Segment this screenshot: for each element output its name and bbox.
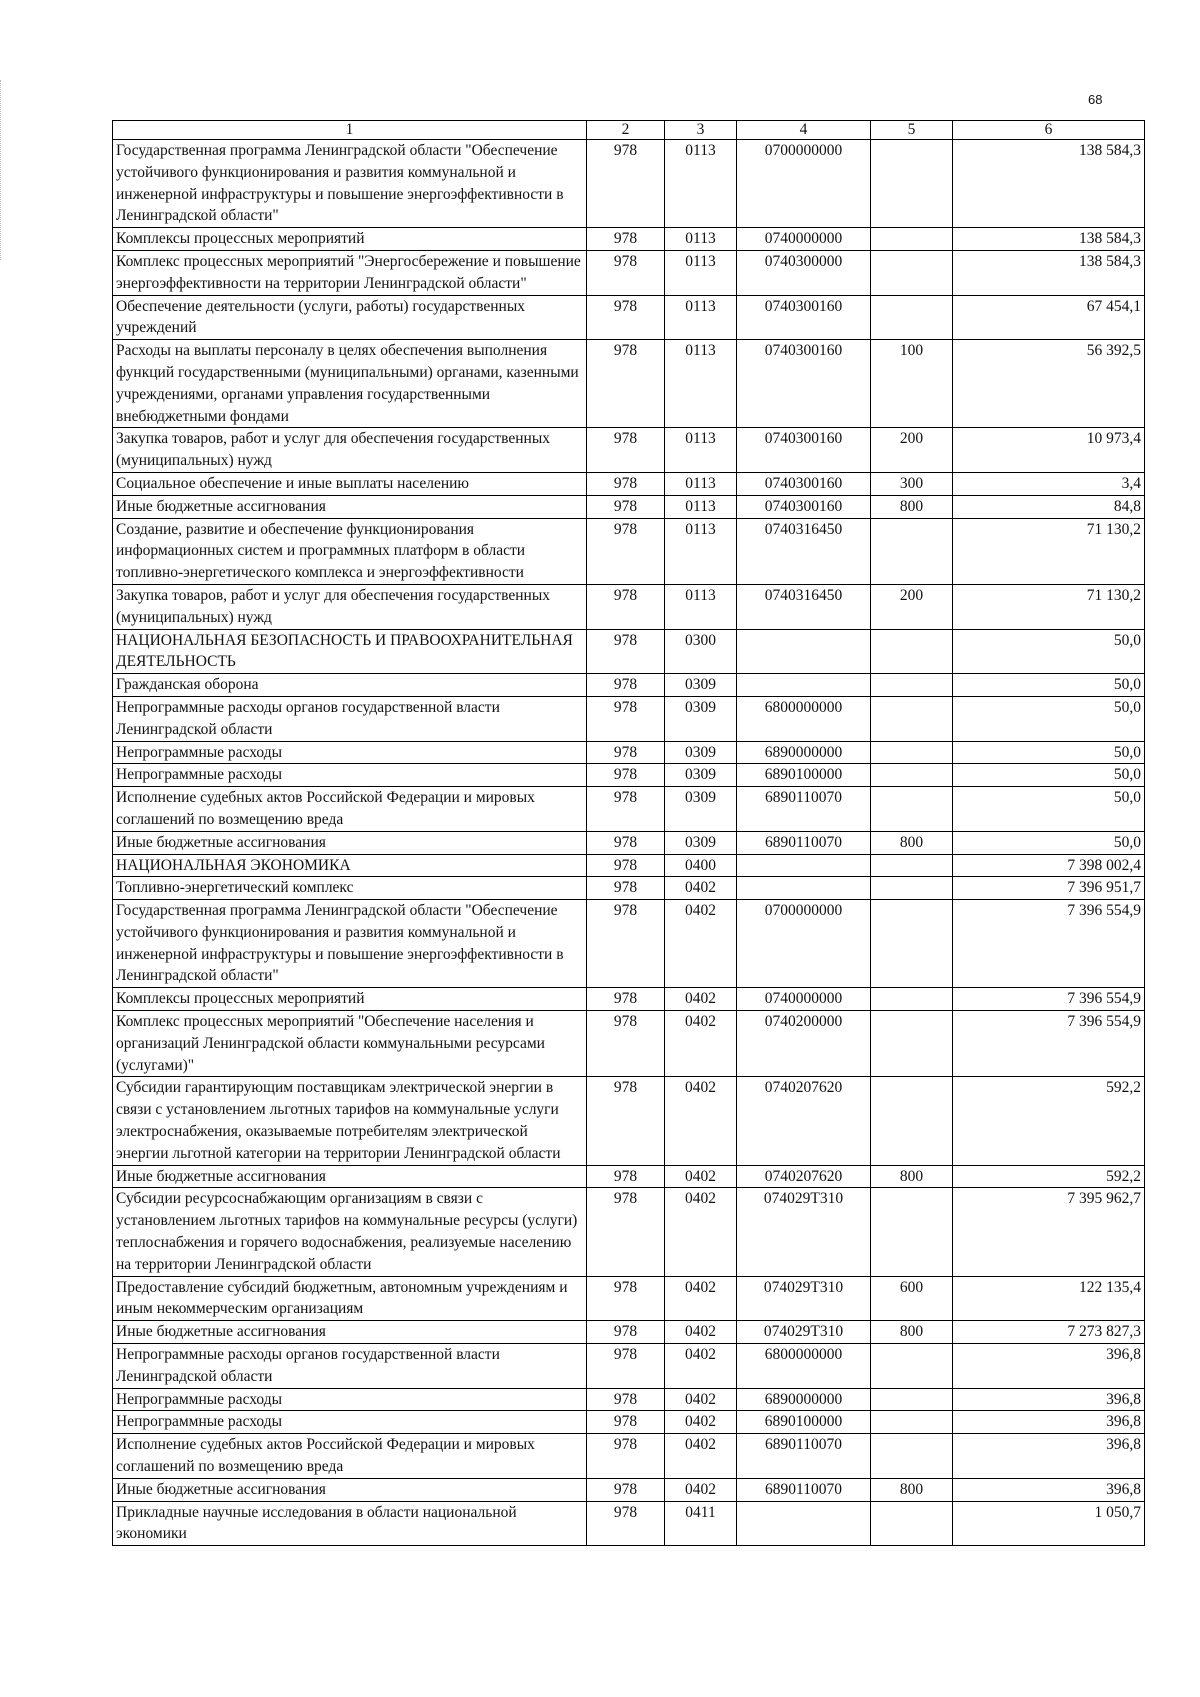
row-name: Расходы на выплаты персоналу в целях обеспечения выполнения функций государственными (муниципальными) органами, казенными учреждениями, органами управления государственными внебюджетными фондами xyxy=(113,340,587,428)
table-row xyxy=(113,831,1145,854)
column-header-6: 6 xyxy=(953,121,1145,140)
row-code-2: 978 xyxy=(587,340,665,428)
row-name: Иные бюджетные ассигнования xyxy=(113,1321,587,1344)
row-code-5 xyxy=(871,696,953,741)
row-code-4: 0700000000 xyxy=(737,900,871,988)
row-code-4: 0740300000 xyxy=(737,250,871,295)
row-code-4 xyxy=(737,674,871,697)
row-amount: 7 398 002,4 xyxy=(953,854,1145,877)
column-header-4: 4 xyxy=(737,121,871,140)
row-code-3: 0402 xyxy=(665,900,737,988)
row-amount: 396,8 xyxy=(953,1388,1145,1411)
row-code-4: 0700000000 xyxy=(737,140,871,228)
table-row xyxy=(113,228,1145,251)
row-name: Непрограммные расходы xyxy=(113,741,587,764)
budget-table xyxy=(112,120,1145,1546)
row-code-3: 0402 xyxy=(665,1411,737,1434)
row-code-2: 978 xyxy=(587,877,665,900)
row-code-2: 978 xyxy=(587,674,665,697)
row-code-5: 800 xyxy=(871,831,953,854)
column-header-2: 2 xyxy=(587,121,665,140)
row-name: Гражданская оборона xyxy=(113,674,587,697)
table-row xyxy=(113,1501,1145,1546)
table-row xyxy=(113,1411,1145,1434)
row-code-3: 0113 xyxy=(665,295,737,340)
row-code-4: 6890000000 xyxy=(737,1388,871,1411)
table-header xyxy=(113,121,1145,140)
row-code-2: 978 xyxy=(587,250,665,295)
row-code-3: 0402 xyxy=(665,1434,737,1479)
row-name: Иные бюджетные ассигнования xyxy=(113,831,587,854)
row-code-4: 6890110070 xyxy=(737,1434,871,1479)
row-code-4: 0740300160 xyxy=(737,428,871,473)
column-header-1: 1 xyxy=(113,121,587,140)
row-code-2: 978 xyxy=(587,428,665,473)
row-amount: 50,0 xyxy=(953,696,1145,741)
row-code-4: 6800000000 xyxy=(737,696,871,741)
row-code-5: 800 xyxy=(871,495,953,518)
row-amount: 71 130,2 xyxy=(953,584,1145,629)
table-row xyxy=(113,1011,1145,1077)
row-code-3: 0113 xyxy=(665,518,737,584)
row-code-2: 978 xyxy=(587,1411,665,1434)
row-code-5: 100 xyxy=(871,340,953,428)
row-code-5 xyxy=(871,988,953,1011)
row-code-5 xyxy=(871,1188,953,1276)
table-row xyxy=(113,1478,1145,1501)
row-code-4: 6890100000 xyxy=(737,764,871,787)
row-amount: 7 396 554,9 xyxy=(953,1011,1145,1077)
row-code-5 xyxy=(871,1411,953,1434)
row-name: Обеспечение деятельности (услуги, работы) государственных учреждений xyxy=(113,295,587,340)
table-row xyxy=(113,988,1145,1011)
row-code-3: 0402 xyxy=(665,1276,737,1321)
row-amount: 138 584,3 xyxy=(953,228,1145,251)
row-code-4: 6800000000 xyxy=(737,1344,871,1389)
row-amount: 3,4 xyxy=(953,472,1145,495)
row-code-5: 200 xyxy=(871,428,953,473)
table-row xyxy=(113,696,1145,741)
row-amount: 7 396 554,9 xyxy=(953,988,1145,1011)
row-amount: 67 454,1 xyxy=(953,295,1145,340)
row-code-2: 978 xyxy=(587,988,665,1011)
row-code-4: 0740316450 xyxy=(737,518,871,584)
row-code-5: 200 xyxy=(871,584,953,629)
row-name: Государственная программа Ленинградской области "Обеспечение устойчивого функционирования и развития коммунальной и инженерной инфраструктуры и повышение энергоэффективности в Ленинградской области" xyxy=(113,900,587,988)
row-name: Непрограммные расходы органов государственной власти Ленинградской области xyxy=(113,696,587,741)
row-code-5 xyxy=(871,787,953,832)
row-code-4 xyxy=(737,854,871,877)
row-code-5 xyxy=(871,228,953,251)
table-row xyxy=(113,1388,1145,1411)
row-code-5 xyxy=(871,674,953,697)
row-amount: 138 584,3 xyxy=(953,250,1145,295)
scan-edge-marks xyxy=(0,80,4,260)
row-amount: 396,8 xyxy=(953,1478,1145,1501)
row-code-2: 978 xyxy=(587,518,665,584)
table-row xyxy=(113,741,1145,764)
row-name: Непрограммные расходы xyxy=(113,764,587,787)
row-code-3: 0309 xyxy=(665,831,737,854)
row-name: Исполнение судебных актов Российской Федерации и мировых соглашений по возмещению вреда xyxy=(113,1434,587,1479)
row-amount: 592,2 xyxy=(953,1165,1145,1188)
row-amount: 50,0 xyxy=(953,831,1145,854)
row-code-2: 978 xyxy=(587,1434,665,1479)
row-code-5 xyxy=(871,877,953,900)
row-code-2: 978 xyxy=(587,1388,665,1411)
row-code-3: 0113 xyxy=(665,140,737,228)
table-row xyxy=(113,1165,1145,1188)
row-code-4 xyxy=(737,1501,871,1546)
row-amount: 71 130,2 xyxy=(953,518,1145,584)
row-code-2: 978 xyxy=(587,854,665,877)
row-code-2: 978 xyxy=(587,900,665,988)
row-code-5 xyxy=(871,1077,953,1165)
row-code-5 xyxy=(871,140,953,228)
table-row xyxy=(113,629,1145,674)
row-name: НАЦИОНАЛЬНАЯ ЭКОНОМИКА xyxy=(113,854,587,877)
row-code-3: 0402 xyxy=(665,1478,737,1501)
table-row xyxy=(113,674,1145,697)
row-code-2: 978 xyxy=(587,295,665,340)
row-code-4: 0740300160 xyxy=(737,295,871,340)
row-amount: 7 395 962,7 xyxy=(953,1188,1145,1276)
row-code-3: 0113 xyxy=(665,428,737,473)
row-code-4: 6890000000 xyxy=(737,741,871,764)
table-row xyxy=(113,495,1145,518)
row-name: Государственная программа Ленинградской области "Обеспечение устойчивого функционирования и развития коммунальной и инженерной инфраструктуры и повышение энергоэффективности в Ленинградской области" xyxy=(113,140,587,228)
row-code-5: 300 xyxy=(871,472,953,495)
row-code-4: 0740316450 xyxy=(737,584,871,629)
row-code-3: 0113 xyxy=(665,228,737,251)
row-code-3: 0402 xyxy=(665,1165,737,1188)
row-code-3: 0411 xyxy=(665,1501,737,1546)
row-name: Комплекс процессных мероприятий "Энергосбережение и повышение энергоэффективности на территории Ленинградской области" xyxy=(113,250,587,295)
row-code-4 xyxy=(737,629,871,674)
row-code-2: 978 xyxy=(587,472,665,495)
table-row xyxy=(113,428,1145,473)
table-row xyxy=(113,900,1145,988)
row-code-3: 0309 xyxy=(665,764,737,787)
row-code-5: 800 xyxy=(871,1321,953,1344)
table-body xyxy=(113,140,1145,1546)
row-code-2: 978 xyxy=(587,584,665,629)
row-code-5 xyxy=(871,1344,953,1389)
row-code-5: 600 xyxy=(871,1276,953,1321)
row-amount: 7 396 951,7 xyxy=(953,877,1145,900)
row-code-5 xyxy=(871,295,953,340)
row-code-3: 0402 xyxy=(665,1344,737,1389)
row-code-2: 978 xyxy=(587,629,665,674)
row-amount: 10 973,4 xyxy=(953,428,1145,473)
row-code-5 xyxy=(871,1501,953,1546)
row-code-3: 0400 xyxy=(665,854,737,877)
row-code-4: 0740300160 xyxy=(737,340,871,428)
row-code-3: 0300 xyxy=(665,629,737,674)
row-code-3: 0402 xyxy=(665,1011,737,1077)
row-code-5: 800 xyxy=(871,1165,953,1188)
row-code-2: 978 xyxy=(587,1188,665,1276)
row-name: Социальное обеспечение и иные выплаты населению xyxy=(113,472,587,495)
row-amount: 84,8 xyxy=(953,495,1145,518)
row-name: Исполнение судебных актов Российской Федерации и мировых соглашений по возмещению вреда xyxy=(113,787,587,832)
row-name: Закупка товаров, работ и услуг для обеспечения государственных (муниципальных) нужд xyxy=(113,584,587,629)
table-row xyxy=(113,518,1145,584)
column-header-5: 5 xyxy=(871,121,953,140)
row-code-5 xyxy=(871,741,953,764)
row-code-2: 978 xyxy=(587,1321,665,1344)
row-amount: 50,0 xyxy=(953,787,1145,832)
row-code-4: 074029Т310 xyxy=(737,1321,871,1344)
row-code-2: 978 xyxy=(587,228,665,251)
row-amount: 592,2 xyxy=(953,1077,1145,1165)
table-row xyxy=(113,1344,1145,1389)
row-amount: 396,8 xyxy=(953,1411,1145,1434)
row-name: Предоставление субсидий бюджетным, автономным учреждениям и иным некоммерческим организациям xyxy=(113,1276,587,1321)
row-code-4: 6890110070 xyxy=(737,787,871,832)
row-name: Иные бюджетные ассигнования xyxy=(113,1165,587,1188)
table-row xyxy=(113,877,1145,900)
row-code-3: 0402 xyxy=(665,877,737,900)
row-code-3: 0402 xyxy=(665,1388,737,1411)
table-row xyxy=(113,1276,1145,1321)
row-name: Иные бюджетные ассигнования xyxy=(113,495,587,518)
row-code-2: 978 xyxy=(587,696,665,741)
row-amount: 50,0 xyxy=(953,764,1145,787)
row-amount: 50,0 xyxy=(953,629,1145,674)
row-code-2: 978 xyxy=(587,764,665,787)
row-code-4: 6890110070 xyxy=(737,831,871,854)
row-code-2: 978 xyxy=(587,495,665,518)
row-name: Непрограммные расходы органов государственной власти Ленинградской области xyxy=(113,1344,587,1389)
table-row xyxy=(113,140,1145,228)
table-row xyxy=(113,787,1145,832)
row-code-5 xyxy=(871,250,953,295)
row-code-3: 0113 xyxy=(665,584,737,629)
row-code-4: 0740000000 xyxy=(737,228,871,251)
row-code-4: 0740200000 xyxy=(737,1011,871,1077)
row-code-4: 0740000000 xyxy=(737,988,871,1011)
row-code-4: 074029Т310 xyxy=(737,1276,871,1321)
row-amount: 1 050,7 xyxy=(953,1501,1145,1546)
row-code-2: 978 xyxy=(587,831,665,854)
row-code-5 xyxy=(871,1434,953,1479)
row-code-5 xyxy=(871,518,953,584)
row-code-3: 0402 xyxy=(665,1188,737,1276)
row-code-3: 0113 xyxy=(665,250,737,295)
table-row xyxy=(113,854,1145,877)
row-code-4 xyxy=(737,877,871,900)
row-name: Непрограммные расходы xyxy=(113,1388,587,1411)
row-code-2: 978 xyxy=(587,1165,665,1188)
row-name: Субсидии гарантирующим поставщикам электрической энергии в связи с установлением льготных тарифов на коммунальные услуги электроснабжения, оказываемые потребителям электрической энергии льготной категории на территории Ленинградской области xyxy=(113,1077,587,1165)
row-code-4: 6890100000 xyxy=(737,1411,871,1434)
row-name: Прикладные научные исследования в области национальной экономики xyxy=(113,1501,587,1546)
row-code-3: 0309 xyxy=(665,741,737,764)
row-code-5 xyxy=(871,1388,953,1411)
table-row xyxy=(113,295,1145,340)
table-row xyxy=(113,1434,1145,1479)
row-code-3: 0309 xyxy=(665,696,737,741)
row-name: Создание, развитие и обеспечение функционирования информационных систем и программных платформ в области топливно-энергетического комплекса и энергоэффективности xyxy=(113,518,587,584)
row-code-2: 978 xyxy=(587,140,665,228)
table-row xyxy=(113,340,1145,428)
row-code-4: 0740207620 xyxy=(737,1165,871,1188)
page-number: 68 xyxy=(1088,92,1103,107)
row-amount: 122 135,4 xyxy=(953,1276,1145,1321)
row-code-3: 0402 xyxy=(665,1077,737,1165)
table-row xyxy=(113,584,1145,629)
table-row xyxy=(113,1188,1145,1276)
table-row xyxy=(113,250,1145,295)
row-code-5 xyxy=(871,1011,953,1077)
row-name: Комплексы процессных мероприятий xyxy=(113,228,587,251)
row-code-5 xyxy=(871,764,953,787)
row-amount: 396,8 xyxy=(953,1344,1145,1389)
row-code-2: 978 xyxy=(587,1344,665,1389)
row-name: Закупка товаров, работ и услуг для обеспечения государственных (муниципальных) нужд xyxy=(113,428,587,473)
row-name: Субсидии ресурсоснабжающим организациям в связи с установлением льготных тарифов на коммунальные ресурсы (услуги) теплоснабжения и горячего водоснабжения, реализуемые населению на территории Ленинградской области xyxy=(113,1188,587,1276)
row-amount: 396,8 xyxy=(953,1434,1145,1479)
row-name: Комплекс процессных мероприятий "Обеспечение населения и организаций Ленинградской области коммунальными ресурсами (услугами)" xyxy=(113,1011,587,1077)
column-header-3: 3 xyxy=(665,121,737,140)
row-amount: 56 392,5 xyxy=(953,340,1145,428)
row-code-3: 0309 xyxy=(665,674,737,697)
row-code-2: 978 xyxy=(587,1276,665,1321)
row-name: НАЦИОНАЛЬНАЯ БЕЗОПАСНОСТЬ И ПРАВООХРАНИТЕЛЬНАЯ ДЕЯТЕЛЬНОСТЬ xyxy=(113,629,587,674)
row-code-4: 6890110070 xyxy=(737,1478,871,1501)
row-name: Комплексы процессных мероприятий xyxy=(113,988,587,1011)
row-code-2: 978 xyxy=(587,787,665,832)
row-amount: 7 396 554,9 xyxy=(953,900,1145,988)
row-amount: 138 584,3 xyxy=(953,140,1145,228)
row-code-2: 978 xyxy=(587,1501,665,1546)
table-row xyxy=(113,472,1145,495)
row-code-5 xyxy=(871,629,953,674)
row-code-3: 0309 xyxy=(665,787,737,832)
row-code-4: 074029Т310 xyxy=(737,1188,871,1276)
table-row xyxy=(113,1077,1145,1165)
row-code-2: 978 xyxy=(587,1478,665,1501)
row-code-3: 0402 xyxy=(665,1321,737,1344)
row-code-2: 978 xyxy=(587,1011,665,1077)
row-code-4: 0740300160 xyxy=(737,495,871,518)
row-name: Иные бюджетные ассигнования xyxy=(113,1478,587,1501)
row-code-4: 0740207620 xyxy=(737,1077,871,1165)
row-code-3: 0113 xyxy=(665,340,737,428)
row-code-5: 800 xyxy=(871,1478,953,1501)
row-code-3: 0113 xyxy=(665,472,737,495)
row-code-5 xyxy=(871,900,953,988)
row-name: Непрограммные расходы xyxy=(113,1411,587,1434)
row-name: Топливно-энергетический комплекс xyxy=(113,877,587,900)
row-code-3: 0402 xyxy=(665,988,737,1011)
row-code-2: 978 xyxy=(587,1077,665,1165)
row-code-5 xyxy=(871,854,953,877)
row-amount: 7 273 827,3 xyxy=(953,1321,1145,1344)
row-code-2: 978 xyxy=(587,741,665,764)
table-row xyxy=(113,1321,1145,1344)
row-code-4: 0740300160 xyxy=(737,472,871,495)
row-amount: 50,0 xyxy=(953,741,1145,764)
row-amount: 50,0 xyxy=(953,674,1145,697)
table-row xyxy=(113,764,1145,787)
row-code-3: 0113 xyxy=(665,495,737,518)
